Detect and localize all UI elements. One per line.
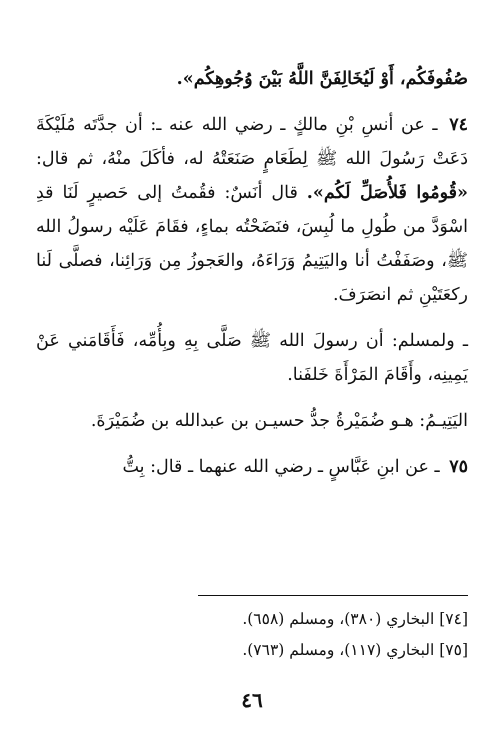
page-number: ٤٦ [241, 688, 263, 712]
orphan-explanation: اليَتِيـمُ: هـو ضُمَيْرةُ جدُّ حسيـن بن عبدالله بن ضُمَيْرَةَ. [90, 411, 468, 431]
footnote-74: [٧٤] البخاري (٣٨٠)، ومسلم (٦٥٨). [242, 610, 468, 628]
hadith-75 [36, 450, 468, 484]
footnote-divider [198, 595, 468, 596]
main-text [36, 62, 468, 484]
hadith-text: ـ عن أنسِ بْنِ مالكٍ ـ رضي الله عنه ـ: أن جدَّتَه مُلَيْكَةَ دَعَتْ رَسُولَ الله ﷺ لِطَعَامٍ صَنَعَتْهُ له، فأكَلَ منْهُ، ثم قال: [36, 115, 468, 169]
footnotes [36, 604, 468, 666]
muslim-variant: ـ ولمسلم: أن رسولَ الله ﷺ صَلَّى بِهِ وبِأُمِّه، فَأَقَامَني عَنْ يَمِينِه، وأَقَامَ المَرْأَةَ خَلفَنا. [36, 331, 468, 385]
continued-quote: صُفُوفَكُم، أَوْ لَيُخَالِفَنَّ اللَّهُ بَيْنَ وُجُوهِكُم». [176, 69, 468, 89]
hadith-number: ٧٤ [449, 115, 468, 135]
footnote-75: [٧٥] البخاري (١١٧)، ومسلم (٧٦٣). [242, 641, 468, 659]
hadith-number: ٧٥ [449, 457, 468, 477]
hadith-text: ـ عن ابنِ عَبَّاسٍ ـ رضي الله عنهما ـ قال: بِتُّ [122, 457, 440, 477]
prophet-quote: «قُومُوا فَلأُصَلِّ لَكُم». [306, 183, 468, 203]
hadith-text-continued: قال أنَسٌ: فقُمتُ إلى حَصيرٍ لَنَا قدِ اسْوَدَّ من طُولِ ما لُبِسَ، فنَضَحْتُه بماءٍ، فقَامَ عَلَيْه رسولُ الله ﷺ، وصَفَفْتُ أنا واليَتِيمُ وَرَاءَهُ، والعَجوزُ مِن وَرَائِنا، فصلَّى لَنا ركعَتَيْنِ ثم انصَرَفَ. [36, 183, 468, 305]
hadith-74 [36, 108, 468, 312]
